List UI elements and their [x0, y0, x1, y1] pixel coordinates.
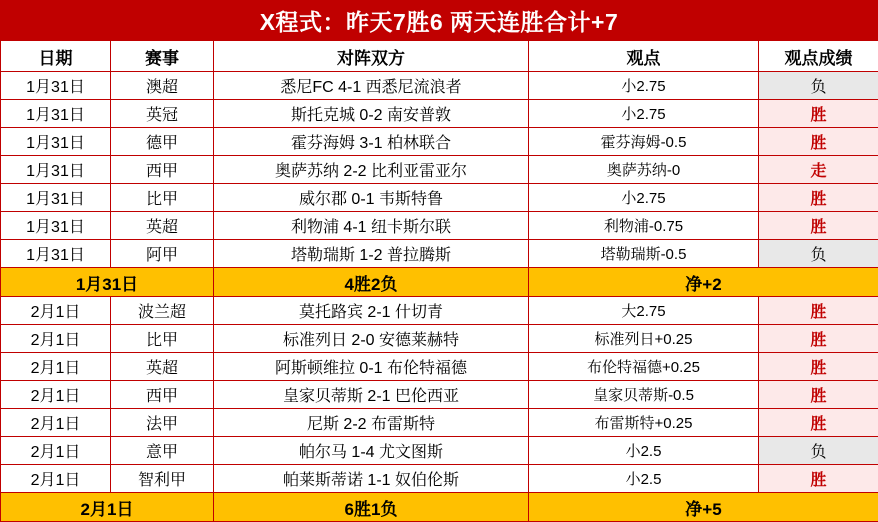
cell-view: 霍芬海姆-0.5: [529, 128, 759, 156]
table-row: [1, 297, 878, 325]
cell-league: 英超: [111, 353, 214, 381]
table-row: [1, 409, 878, 437]
status-badge: 胜: [759, 465, 878, 493]
summary-net: 净+2: [529, 268, 878, 297]
table-row: [1, 156, 878, 184]
status-badge: 胜: [759, 100, 878, 128]
page-title: X程式：昨天7胜6 两天连胜合计+7: [0, 0, 878, 40]
cell-match: 悉尼FC 4-1 西悉尼流浪者: [214, 72, 529, 100]
cell-date: 2月1日: [1, 409, 111, 437]
cell-view: 布雷斯特+0.25: [529, 409, 759, 437]
table-body: [1, 72, 878, 522]
cell-league: 西甲: [111, 156, 214, 184]
cell-league: 德甲: [111, 128, 214, 156]
cell-view: 大2.75: [529, 297, 759, 325]
cell-league: 比甲: [111, 325, 214, 353]
cell-view: 小2.75: [529, 72, 759, 100]
cell-league: 西甲: [111, 381, 214, 409]
cell-date: 1月31日: [1, 156, 111, 184]
cell-match: 标准列日 2-0 安德莱赫特: [214, 325, 529, 353]
cell-view: 小2.75: [529, 184, 759, 212]
status-badge: 胜: [759, 184, 878, 212]
cell-date: 2月1日: [1, 353, 111, 381]
cell-league: 智利甲: [111, 465, 214, 493]
cell-league: 阿甲: [111, 240, 214, 268]
cell-league: 澳超: [111, 72, 214, 100]
table-row: [1, 128, 878, 156]
cell-view: 布伦特福德+0.25: [529, 353, 759, 381]
cell-match: 皇家贝蒂斯 2-1 巴伦西亚: [214, 381, 529, 409]
cell-match: 阿斯顿维拉 0-1 布伦特福德: [214, 353, 529, 381]
summary-date: 2月1日: [1, 493, 214, 522]
cell-date: 2月1日: [1, 437, 111, 465]
column-header-view: 观点: [529, 41, 759, 72]
cell-view: 小2.75: [529, 100, 759, 128]
cell-league: 英超: [111, 212, 214, 240]
status-badge: 胜: [759, 128, 878, 156]
summary-row: [1, 268, 878, 297]
summary-record: 4胜2负: [214, 268, 529, 297]
cell-league: 波兰超: [111, 297, 214, 325]
table-row: [1, 437, 878, 465]
cell-league: 法甲: [111, 409, 214, 437]
status-badge: 胜: [759, 212, 878, 240]
status-badge: 胜: [759, 381, 878, 409]
cell-view: 塔勒瑞斯-0.5: [529, 240, 759, 268]
table-row: [1, 381, 878, 409]
table-row: [1, 212, 878, 240]
cell-view: 利物浦-0.75: [529, 212, 759, 240]
cell-date: 1月31日: [1, 100, 111, 128]
status-badge: 胜: [759, 297, 878, 325]
cell-match: 利物浦 4-1 纽卡斯尔联: [214, 212, 529, 240]
table-header: [1, 41, 878, 72]
cell-match: 帕莱斯蒂诺 1-1 奴伯伦斯: [214, 465, 529, 493]
cell-match: 奥萨苏纳 2-2 比利亚雷亚尔: [214, 156, 529, 184]
column-header-match: 对阵双方: [214, 41, 529, 72]
cell-date: 2月1日: [1, 465, 111, 493]
cell-date: 2月1日: [1, 381, 111, 409]
summary-record: 6胜1负: [214, 493, 529, 522]
cell-match: 尼斯 2-2 布雷斯特: [214, 409, 529, 437]
header-row: [1, 41, 878, 72]
table-row: [1, 465, 878, 493]
table-row: [1, 240, 878, 268]
status-badge: 负: [759, 240, 878, 268]
summary-date: 1月31日: [1, 268, 214, 297]
cell-view: 标准列日+0.25: [529, 325, 759, 353]
column-header-league: 赛事: [111, 41, 214, 72]
cell-date: 2月1日: [1, 325, 111, 353]
cell-date: 1月31日: [1, 128, 111, 156]
column-header-date: 日期: [1, 41, 111, 72]
table-row: [1, 325, 878, 353]
summary-row: [1, 493, 878, 522]
cell-date: 1月31日: [1, 72, 111, 100]
cell-match: 莫托路宾 2-1 什切青: [214, 297, 529, 325]
status-badge: 负: [759, 72, 878, 100]
cell-view: 小2.5: [529, 465, 759, 493]
cell-match: 斯托克城 0-2 南安普敦: [214, 100, 529, 128]
cell-date: 1月31日: [1, 240, 111, 268]
status-badge: 负: [759, 437, 878, 465]
status-badge: 胜: [759, 409, 878, 437]
cell-match: 威尔郡 0-1 韦斯特鲁: [214, 184, 529, 212]
status-badge: 走: [759, 156, 878, 184]
results-table: [0, 40, 878, 522]
cell-league: 英冠: [111, 100, 214, 128]
cell-view: 小2.5: [529, 437, 759, 465]
column-header-result: 观点成绩: [759, 41, 878, 72]
cell-date: 1月31日: [1, 184, 111, 212]
cell-view: 奥萨苏纳-0: [529, 156, 759, 184]
summary-net: 净+5: [529, 493, 878, 522]
cell-match: 塔勒瑞斯 1-2 普拉腾斯: [214, 240, 529, 268]
status-badge: 胜: [759, 325, 878, 353]
cell-view: 皇家贝蒂斯-0.5: [529, 381, 759, 409]
table-row: [1, 100, 878, 128]
table-row: [1, 184, 878, 212]
cell-date: 1月31日: [1, 212, 111, 240]
table-row: [1, 353, 878, 381]
cell-match: 帕尔马 1-4 尤文图斯: [214, 437, 529, 465]
status-badge: 胜: [759, 353, 878, 381]
table-row: [1, 72, 878, 100]
cell-league: 比甲: [111, 184, 214, 212]
cell-league: 意甲: [111, 437, 214, 465]
cell-match: 霍芬海姆 3-1 柏林联合: [214, 128, 529, 156]
cell-date: 2月1日: [1, 297, 111, 325]
